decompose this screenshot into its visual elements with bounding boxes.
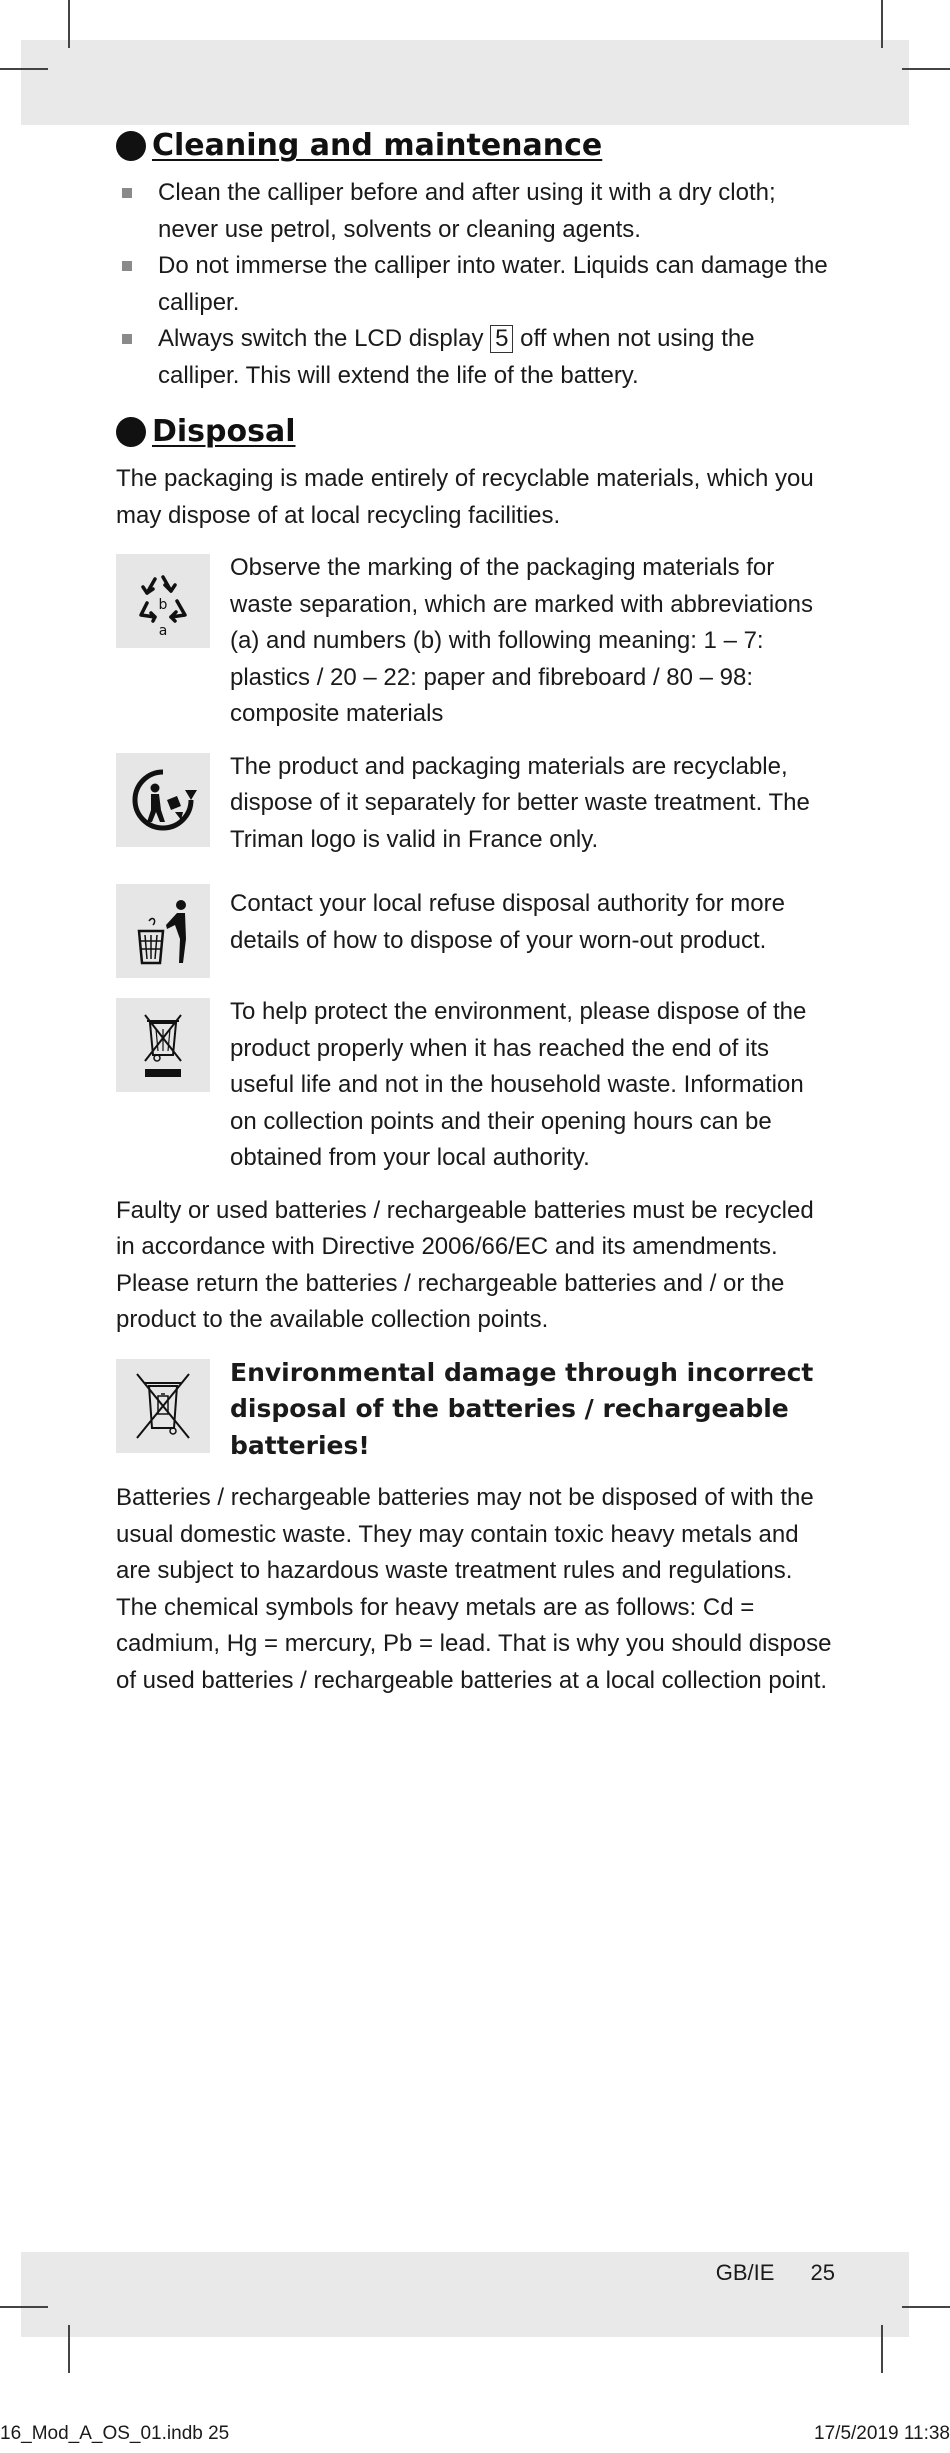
weee-text: To help protect the environment, please dispose of the product properly when it has reached the end of its useful life and not in the household waste. Information on collection points and their opening hours can be obtained from your local authority.: [230, 998, 807, 1171]
crop-mark: [0, 68, 48, 70]
list-item-text: Clean the calliper before and after using it with a dry cloth; never use petrol, solvents or cleaning agents.: [158, 179, 776, 243]
crop-mark: [68, 0, 70, 48]
battery-warning-title: Environmental damage through incorrect disposal of the batteries / rechargeable batteries!: [230, 1357, 814, 1460]
disposal-intro: The packaging is made entirely of recyclable materials, which you may dispose of at local recycling facilities.: [116, 465, 814, 529]
crossed-battery-bin-icon: [116, 1359, 210, 1453]
marking-text: Observe the marking of the packaging materials for waste separation, which are marked with abbreviations (a) and numbers (b) with following meaning: 1 – 7: plastics / 20 – 22: paper and fibreboard / 80 – 98: composite materials: [230, 554, 813, 727]
list-item: [116, 321, 836, 394]
square-bullet-icon: [122, 334, 132, 344]
crop-mark: [902, 68, 950, 70]
slug-file-name: 16_Mod_A_OS_01.indb 25: [0, 2423, 230, 2444]
crop-mark: [902, 2306, 950, 2308]
weee-row: [116, 994, 836, 1177]
item-text-after: off when not using the calliper. This will extend the life of the battery.: [158, 325, 755, 389]
lcd-display-reference: 5: [490, 325, 513, 353]
list-item-text: [158, 321, 836, 394]
person-bin-icon: [116, 884, 210, 978]
cleaning-title: Cleaning and maintenance: [152, 128, 603, 163]
crop-mark: [0, 2306, 48, 2308]
list-item-text: Do not immerse the calliper into water. Liquids can damage the calliper.: [158, 252, 828, 316]
crop-mark: [881, 0, 883, 48]
crop-mark: [881, 2325, 883, 2373]
disposal-title: Disposal: [152, 414, 296, 449]
page-content: [116, 128, 836, 1699]
crop-mark: [68, 2325, 70, 2373]
page-footer: [716, 2253, 835, 2293]
recycle-letter-b: b: [158, 597, 168, 613]
refuse-text: Contact your local refuse disposal authority for more details of how to dispose of your worn-out product.: [230, 890, 785, 954]
recycling-triangle-icon: [116, 554, 210, 648]
item-text-before: Always switch the LCD display: [158, 325, 491, 352]
square-bullet-icon: [122, 188, 132, 198]
triman-icon: [116, 753, 210, 847]
region-code: GB/IE: [715, 2260, 775, 2285]
slug-date-time: 17/5/2019 11:38: [814, 2423, 950, 2444]
square-bullet-icon: [122, 261, 132, 271]
list-item: [116, 248, 836, 321]
cleaning-heading: [116, 128, 836, 163]
batteries-text: Faulty or used batteries / rechargeable batteries must be recycled in accordance with Directive 2006/66/EC and its amendments. Please return the batteries / rechargeable batteries and / or the product to the available collection points.: [116, 1196, 814, 1333]
recycling-marking-row: [116, 550, 836, 733]
battery-warning-row: [116, 1355, 836, 1465]
top-gray-band: [21, 40, 909, 125]
heading-bullet-icon: [116, 417, 146, 447]
triman-row: [116, 749, 836, 859]
disposal-heading: [116, 414, 836, 449]
battery-warning-text: Batteries / rechargeable batteries may not be disposed of with the usual domestic waste. They may contain toxic heavy metals and are subject to hazardous waste treatment rules and regulations. The chemical symbols for heavy metals are as follows: Cd = cadmium, Hg = mercury, Pb = lead. That is why you should dispose of used batteries / rechargeable batteries at a local collection point.: [116, 1484, 832, 1694]
page-number: 25: [810, 2260, 835, 2285]
refuse-row: [116, 880, 836, 978]
cleaning-list: [116, 175, 836, 394]
recycle-letter-a: a: [158, 623, 168, 639]
crossed-bin-bar-icon: [116, 998, 210, 1092]
triman-text: The product and packaging materials are recyclable, dispose of it separately for better waste treatment. The Triman logo is valid in France only.: [230, 752, 810, 853]
heading-bullet-icon: [116, 131, 146, 161]
list-item: [116, 175, 836, 248]
